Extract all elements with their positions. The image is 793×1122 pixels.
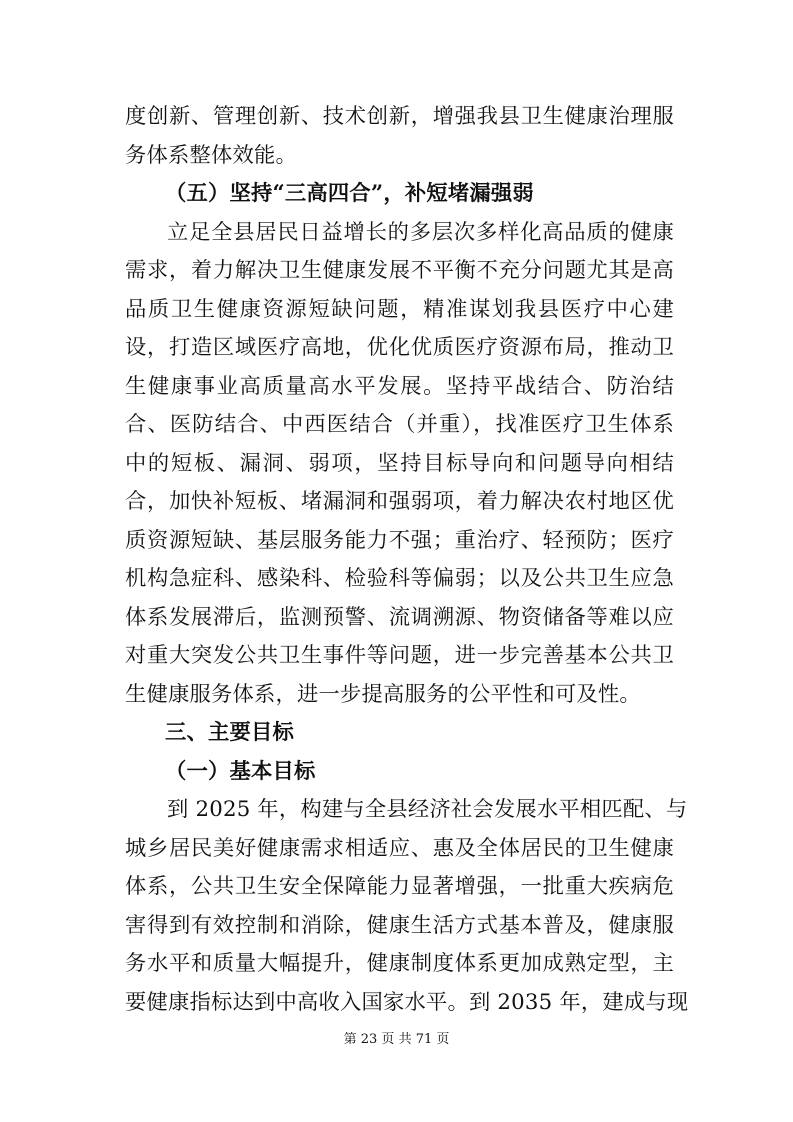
section-heading: （五）坚持“三高四合”，补短堵漏强弱 — [165, 181, 534, 206]
paragraph-line: 需求，着力解决卫生健康发展不平衡不充分问题尤其是高 — [125, 258, 674, 283]
paragraph-line: 质资源短缺、基层服务能力不强；重治疗、轻预防；医疗 — [125, 528, 674, 553]
paragraph-line: 务水平和质量大幅提升，健康制度体系更加成熟定型，主 — [125, 951, 674, 976]
paragraph-line: 要健康指标达到中高收入国家水平。到 2035 年，建成与现 — [125, 990, 689, 1015]
paragraph-line: 设，打造区域医疗高地，优化优质医疗资源布局，推动卫 — [125, 335, 674, 360]
paragraph-line: 害得到有效控制和消除，健康生活方式基本普及，健康服 — [125, 913, 674, 938]
chapter-heading: 三、主要目标 — [165, 720, 294, 745]
paragraph-line: 对重大突发公共卫生事件等问题，进一步完善基本公共卫 — [125, 643, 674, 668]
paragraph-line: 务体系整体效能。 — [125, 143, 297, 168]
paragraph-line: 度创新、管理创新、技术创新，增强我县卫生健康治理服 — [125, 104, 674, 129]
paragraph-line: 机构急症科、感染科、检验科等偏弱；以及公共卫生应急 — [125, 566, 674, 591]
paragraph-line: 合、医防结合、中西医结合（并重），找准医疗卫生体系 — [125, 412, 674, 437]
paragraph-line: 合，加快补短板、堵漏洞和强弱项，着力解决农村地区优 — [125, 489, 674, 514]
paragraph-line: 到 2025 年，构建与全县经济社会发展水平相匹配、与 — [167, 797, 688, 822]
section-heading: （一）基本目标 — [165, 759, 316, 784]
paragraph-line: 生健康事业高质量高水平发展。坚持平战结合、防治结 — [125, 374, 674, 399]
paragraph-line: 品质卫生健康资源短缺问题，精准谋划我县医疗中心建 — [125, 297, 674, 322]
paragraph-line: 城乡居民美好健康需求相适应、惠及全体居民的卫生健康 — [125, 836, 674, 861]
paragraph-line: 中的短板、漏洞、弱项，坚持目标导向和问题导向相结 — [125, 451, 674, 476]
page-number-footer: 第 23 页 共 71 页 — [343, 1032, 450, 1047]
paragraph-line: 立足全县居民日益增长的多层次多样化高品质的健康 — [167, 220, 674, 245]
paragraph-line: 体系发展滞后，监测预警、流调溯源、物资储备等难以应 — [125, 605, 674, 630]
paragraph-line: 生健康服务体系，进一步提高服务的公平性和可及性。 — [125, 682, 641, 707]
paragraph-line: 体系，公共卫生安全保障能力显著增强，一批重大疾病危 — [125, 874, 674, 899]
